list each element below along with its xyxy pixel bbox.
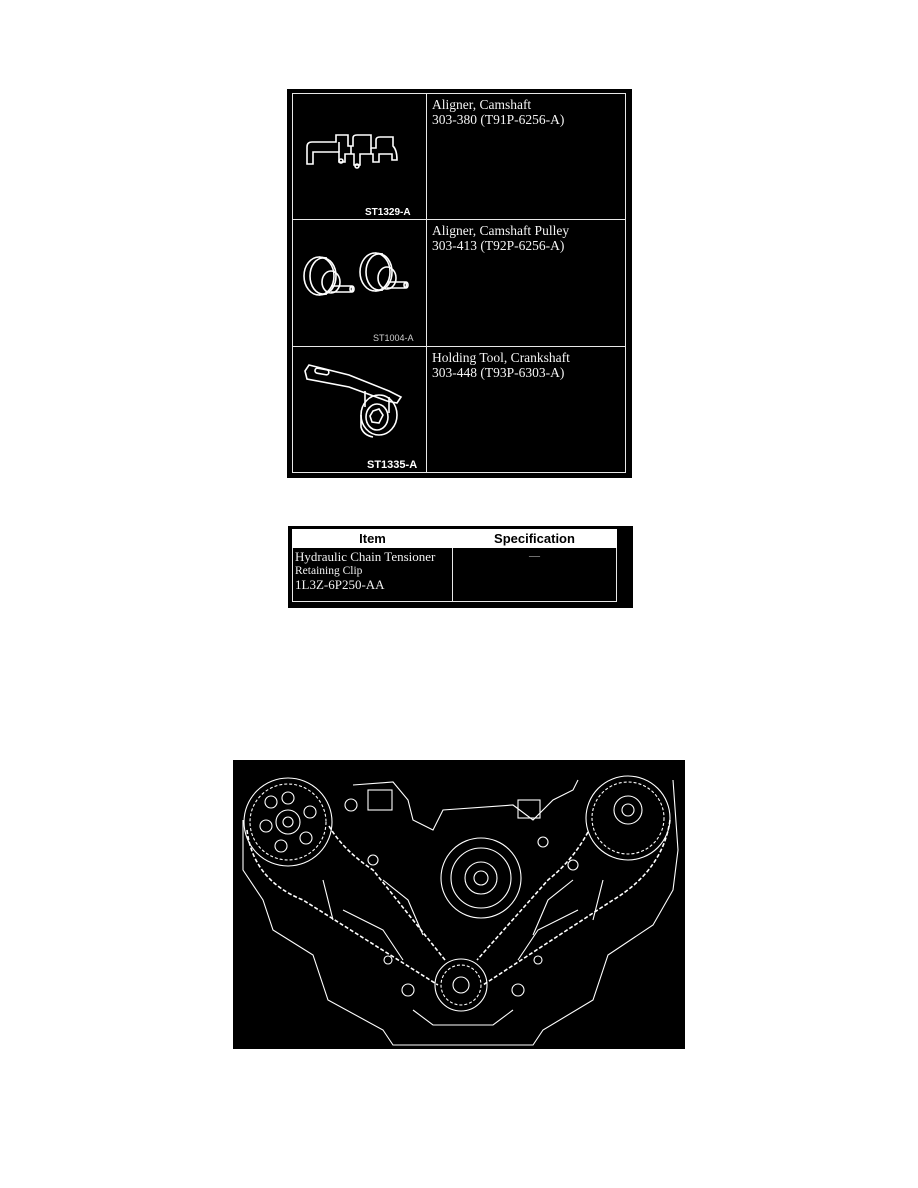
tool-number: 303-413 (T92P-6256-A) [432,238,565,254]
camshaft-pulley-aligner-icon [293,220,427,346]
tool-number: 303-380 (T91P-6256-A) [432,112,565,127]
tool-description-cell [427,94,626,220]
engine-timing-chain-diagram [233,760,685,1049]
engine-timing-figure [233,760,685,1049]
column-header-item: Item [293,530,453,548]
tool-illustration-cell [293,346,427,472]
item-name: Hydraulic Chain Tensioner [295,549,436,564]
crankshaft-holding-tool-icon [293,347,427,473]
tool-illustration-cell [293,94,427,220]
table-row [293,220,626,346]
spec-value-cell [453,548,617,602]
item-subname: Retaining Clip [295,565,363,577]
camshaft-aligner-icon [293,94,427,220]
item-part-number: 1L3Z-6P250-AA [295,577,385,592]
column-header-specification: Specification [453,530,617,548]
tool-code: ST1335-A [367,458,418,471]
specification-table [292,529,617,602]
tool-description-cell [427,220,626,346]
tool-number: 303-448 (T93P-6303-A) [432,364,565,380]
tool-name: Aligner, Camshaft [432,97,532,112]
table-row [293,548,617,602]
special-tools-table [292,93,626,473]
spec-value: — [529,550,540,562]
spec-item-cell [293,548,453,602]
tool-illustration-cell [293,220,427,346]
tool-name: Aligner, Camshaft Pulley [432,223,570,239]
tool-description-cell [427,346,626,472]
specification-panel [288,526,633,608]
tool-code: ST1329-A [365,207,411,218]
tool-name: Holding Tool, Crankshaft [432,349,570,365]
table-row [293,94,626,220]
special-tools-panel [287,89,632,478]
tool-code: ST1004-A [373,333,414,344]
table-row [293,346,626,472]
